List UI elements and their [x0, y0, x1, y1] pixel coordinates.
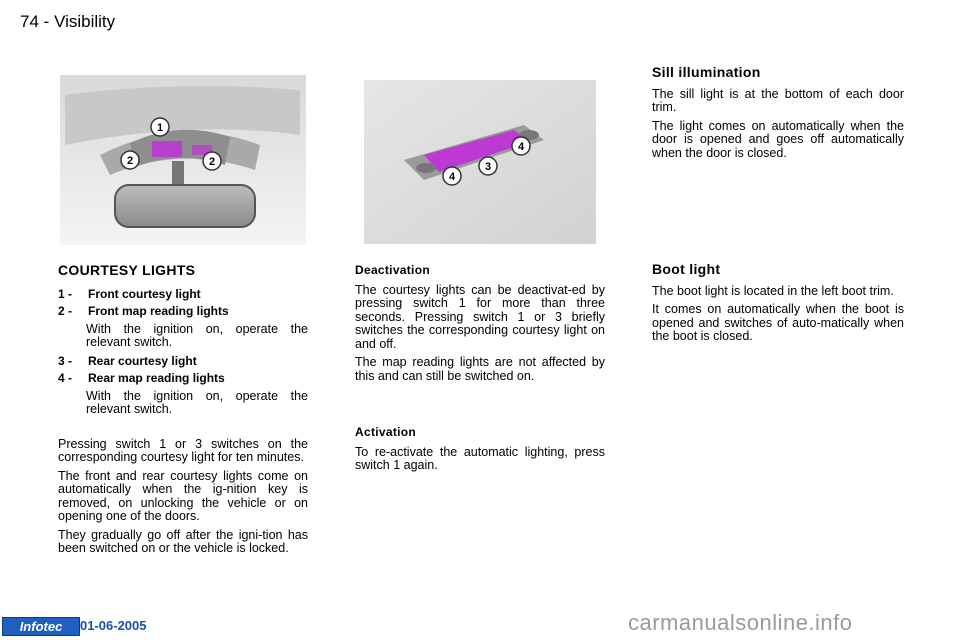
- list-item: [58, 288, 308, 302]
- right-column-bottom: [652, 263, 904, 349]
- header-separator: -: [43, 12, 50, 31]
- middle-column: [355, 264, 605, 478]
- paragraph: The map reading lights are not affected by this and can still be switched on.: [355, 355, 605, 383]
- page-header: [20, 12, 115, 32]
- front-label-1: 1: [156, 122, 164, 134]
- item-number: 3 -: [58, 353, 73, 368]
- paragraph: It comes on automatically when the boot is opened and switches of auto-matically when the boot is closed.: [652, 302, 904, 343]
- boot-light-title: Boot light: [652, 261, 721, 277]
- item-note: With the ignition on, operate the relevant switch.: [86, 388, 308, 416]
- paragraph: The courtesy lights can be deactivat-ed by pressing switch 1 for more than three seconds. Pressing switch 1 or 3 briefly switches the corresponding courtesy light on and off.: [355, 282, 605, 351]
- item-number: 2 -: [58, 304, 73, 318]
- sill-illumination-title: Sill illumination: [652, 64, 761, 80]
- paragraph: The front and rear courtesy lights come on automatically when the ig-nition key is removed, on unlocking the vehicle or on opening one of the doors.: [58, 468, 308, 523]
- courtesy-lights-title: COURTESY LIGHTS: [58, 262, 196, 278]
- paragraph: The sill light is at the bottom of each door trim.: [652, 86, 904, 114]
- left-column: [58, 264, 308, 561]
- paragraph: Pressing switch 1 or 3 switches on the corresponding courtesy light for ten minutes.: [58, 436, 308, 464]
- paragraph: The boot light is located in the left boot trim.: [652, 283, 894, 298]
- paragraph: They gradually go off after the igni-tion has been switched on or the vehicle is locked.: [58, 527, 308, 555]
- watermark: carmanualsonline.info: [628, 610, 853, 635]
- list-item: [58, 355, 308, 369]
- front-label-2b: 2: [208, 156, 216, 168]
- rear-label-4a: 4: [448, 171, 456, 183]
- deactivation-title: Deactivation: [355, 263, 430, 277]
- rear-label-3: 3: [484, 161, 492, 173]
- front-courtesy-light-photo: [60, 75, 306, 245]
- footer-date: 01-06-2005: [80, 618, 147, 633]
- section-title: Visibility: [54, 12, 116, 31]
- rear-label-4b: 4: [517, 141, 525, 153]
- item-label: Front map reading lights: [88, 304, 229, 318]
- paragraph: The light comes on automatically when the door is opened and goes off automatically when the door is closed.: [652, 118, 904, 160]
- item-label: Rear courtesy light: [88, 353, 197, 368]
- item-label: Rear map reading lights: [88, 371, 225, 385]
- infotec-logo: Infotec: [2, 617, 80, 636]
- list-item: [58, 305, 308, 319]
- activation-title: Activation: [355, 425, 417, 439]
- page-number: 74: [20, 12, 39, 31]
- item-note: With the ignition on, operate the relevant switch.: [86, 321, 308, 349]
- right-column-top: [652, 66, 904, 165]
- front-label-2a: 2: [126, 155, 134, 167]
- rear-courtesy-light-photo: [364, 80, 596, 244]
- item-number: 1 -: [58, 286, 73, 301]
- paragraph: To re-activate the automatic lighting, press switch 1 again.: [355, 444, 605, 472]
- list-item: [58, 372, 308, 386]
- item-number: 4 -: [58, 371, 73, 385]
- item-label: Front courtesy light: [88, 286, 201, 301]
